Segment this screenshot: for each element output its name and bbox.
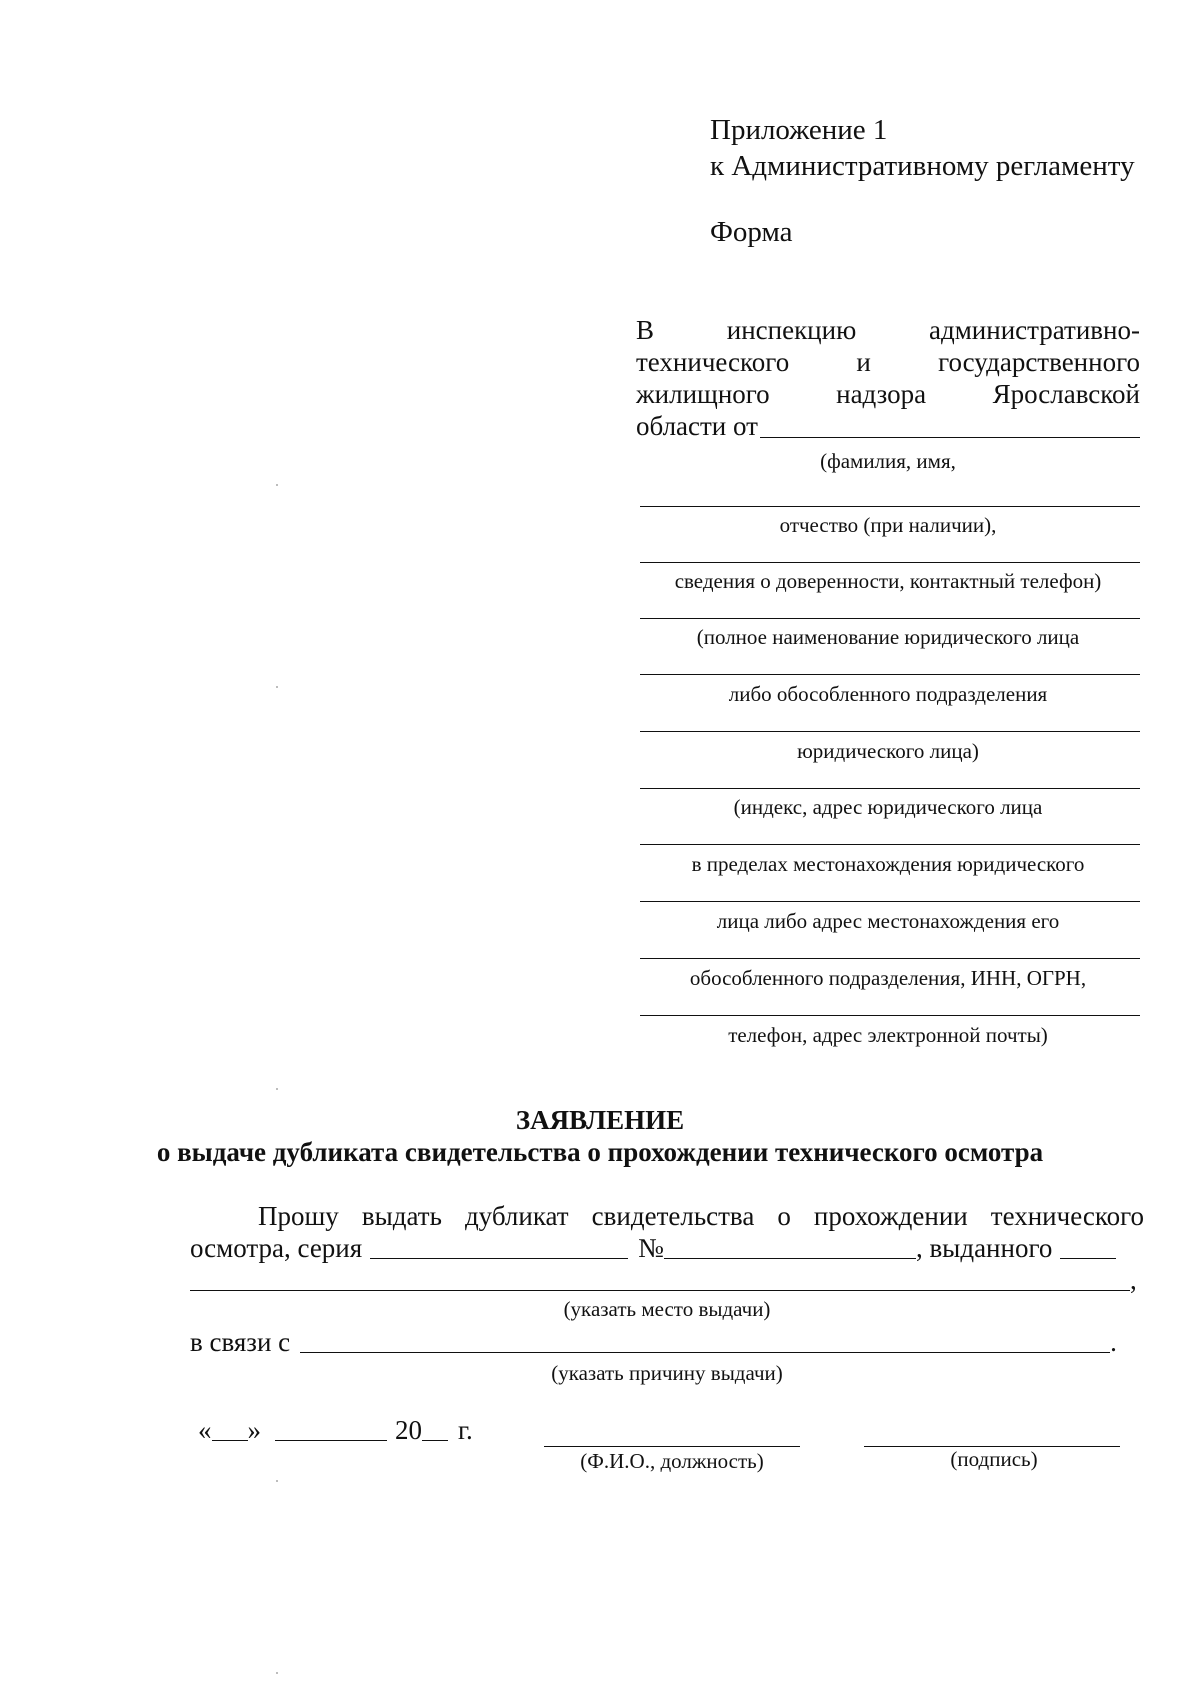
- addressee-line-2: [636, 346, 1140, 378]
- addressee-word: инспекцию: [726, 315, 857, 345]
- applicant-field-line[interactable]: [640, 844, 1140, 845]
- number-label: №: [638, 1233, 664, 1263]
- year-field[interactable]: [422, 1416, 448, 1441]
- date-row: [198, 1414, 473, 1446]
- caption-subdivision: либо обособленного подразделения: [728, 682, 1048, 706]
- quote-open: «: [198, 1415, 212, 1445]
- addressee-word: жилищного: [636, 379, 770, 409]
- applicant-field-line[interactable]: [640, 618, 1140, 619]
- number-field[interactable]: [664, 1234, 916, 1259]
- caption-patronymic: отчество (при наличии),: [779, 513, 997, 537]
- appendix-reference: [710, 112, 1135, 184]
- place-caption: (указать место выдачи): [563, 1297, 771, 1321]
- appendix-regulation: к Административному регламенту: [710, 150, 1135, 182]
- document-title: ЗАЯВЛЕНИЕ: [515, 1105, 685, 1135]
- scan-mark: [276, 686, 278, 688]
- reason-label: в связи с: [190, 1327, 291, 1357]
- caption-power-of-attorney: сведения о доверенности, контактный телефон): [674, 569, 1102, 593]
- year-prefix: 20: [395, 1415, 422, 1445]
- comma: ,: [1130, 1265, 1137, 1295]
- issued-label: , выданного: [915, 1233, 1053, 1263]
- addressee-line-3: [636, 378, 1140, 410]
- caption-legal-entity-name: (полное наименование юридического лица: [696, 625, 1080, 649]
- request-line-1: Прошу выдать дубликат свидетельства о прохождении технического: [258, 1201, 1144, 1231]
- addressee-word: Ярославской: [992, 379, 1140, 409]
- request-line-3: [190, 1264, 1144, 1296]
- caption-location-2: лица либо адрес местонахождения его: [716, 909, 1060, 933]
- issued-field[interactable]: [1060, 1234, 1116, 1259]
- name-position-field[interactable]: [544, 1446, 800, 1447]
- request-line-2: [190, 1232, 1144, 1264]
- year-suffix: г.: [458, 1415, 473, 1445]
- addressee-block: [636, 314, 1140, 442]
- appendix-number: Приложение 1: [710, 114, 888, 146]
- series-label: осмотра, серия: [190, 1233, 363, 1263]
- caption-location: в пределах местонахождения юридического: [691, 852, 1085, 876]
- caption-name: (фамилия, имя,: [820, 449, 956, 473]
- period: .: [1110, 1327, 1117, 1357]
- place-field[interactable]: [190, 1266, 1130, 1291]
- month-field[interactable]: [275, 1416, 387, 1441]
- request-paragraph: [190, 1200, 1144, 1296]
- name-position-caption: (Ф.И.О., должность): [580, 1449, 764, 1473]
- addressee-word: административно-: [929, 315, 1140, 345]
- signature-caption: (подпись): [950, 1447, 1038, 1471]
- quote-close: »: [247, 1415, 261, 1445]
- addressee-from-line: [636, 410, 1140, 442]
- reason-line: [190, 1326, 1144, 1358]
- addressee-line-1: [636, 314, 1140, 346]
- applicant-field-line[interactable]: [640, 788, 1140, 789]
- applicant-name-field[interactable]: [760, 411, 1140, 438]
- applicant-field-line[interactable]: [640, 731, 1140, 732]
- applicant-field-line[interactable]: [640, 958, 1140, 959]
- applicant-field-line[interactable]: [640, 1015, 1140, 1016]
- from-label: области от: [636, 411, 758, 441]
- scan-mark: [276, 1480, 278, 1482]
- applicant-field-line[interactable]: [640, 901, 1140, 902]
- caption-inn-ogrn: обособленного подразделения, ИНН, ОГРН,: [689, 966, 1087, 990]
- addressee-word: технического: [636, 347, 790, 377]
- reason-paragraph: [190, 1326, 1144, 1358]
- addressee-word: В: [636, 315, 655, 345]
- addressee-word: надзора: [836, 379, 927, 409]
- caption-address: (индекс, адрес юридического лица: [733, 795, 1043, 819]
- caption-contacts: телефон, адрес электронной почты): [728, 1023, 1048, 1047]
- document-subtitle: о выдаче дубликата свидетельства о прохождении технического осмотра: [156, 1137, 1044, 1167]
- applicant-field-line[interactable]: [640, 674, 1140, 675]
- addressee-word: и: [856, 347, 871, 377]
- form-label: Форма: [710, 216, 793, 248]
- applicant-field-line[interactable]: [640, 562, 1140, 563]
- addressee-word: государственного: [938, 347, 1140, 377]
- applicant-field-line[interactable]: [640, 506, 1140, 507]
- reason-field[interactable]: [300, 1328, 1110, 1353]
- scan-mark: [276, 1672, 278, 1674]
- day-field[interactable]: [212, 1416, 248, 1441]
- reason-caption: (указать причину выдачи): [551, 1361, 783, 1385]
- caption-legal-entity-end: юридического лица): [797, 739, 979, 763]
- scan-mark: [276, 484, 278, 486]
- scan-mark: [276, 1088, 278, 1090]
- series-field[interactable]: [370, 1234, 628, 1259]
